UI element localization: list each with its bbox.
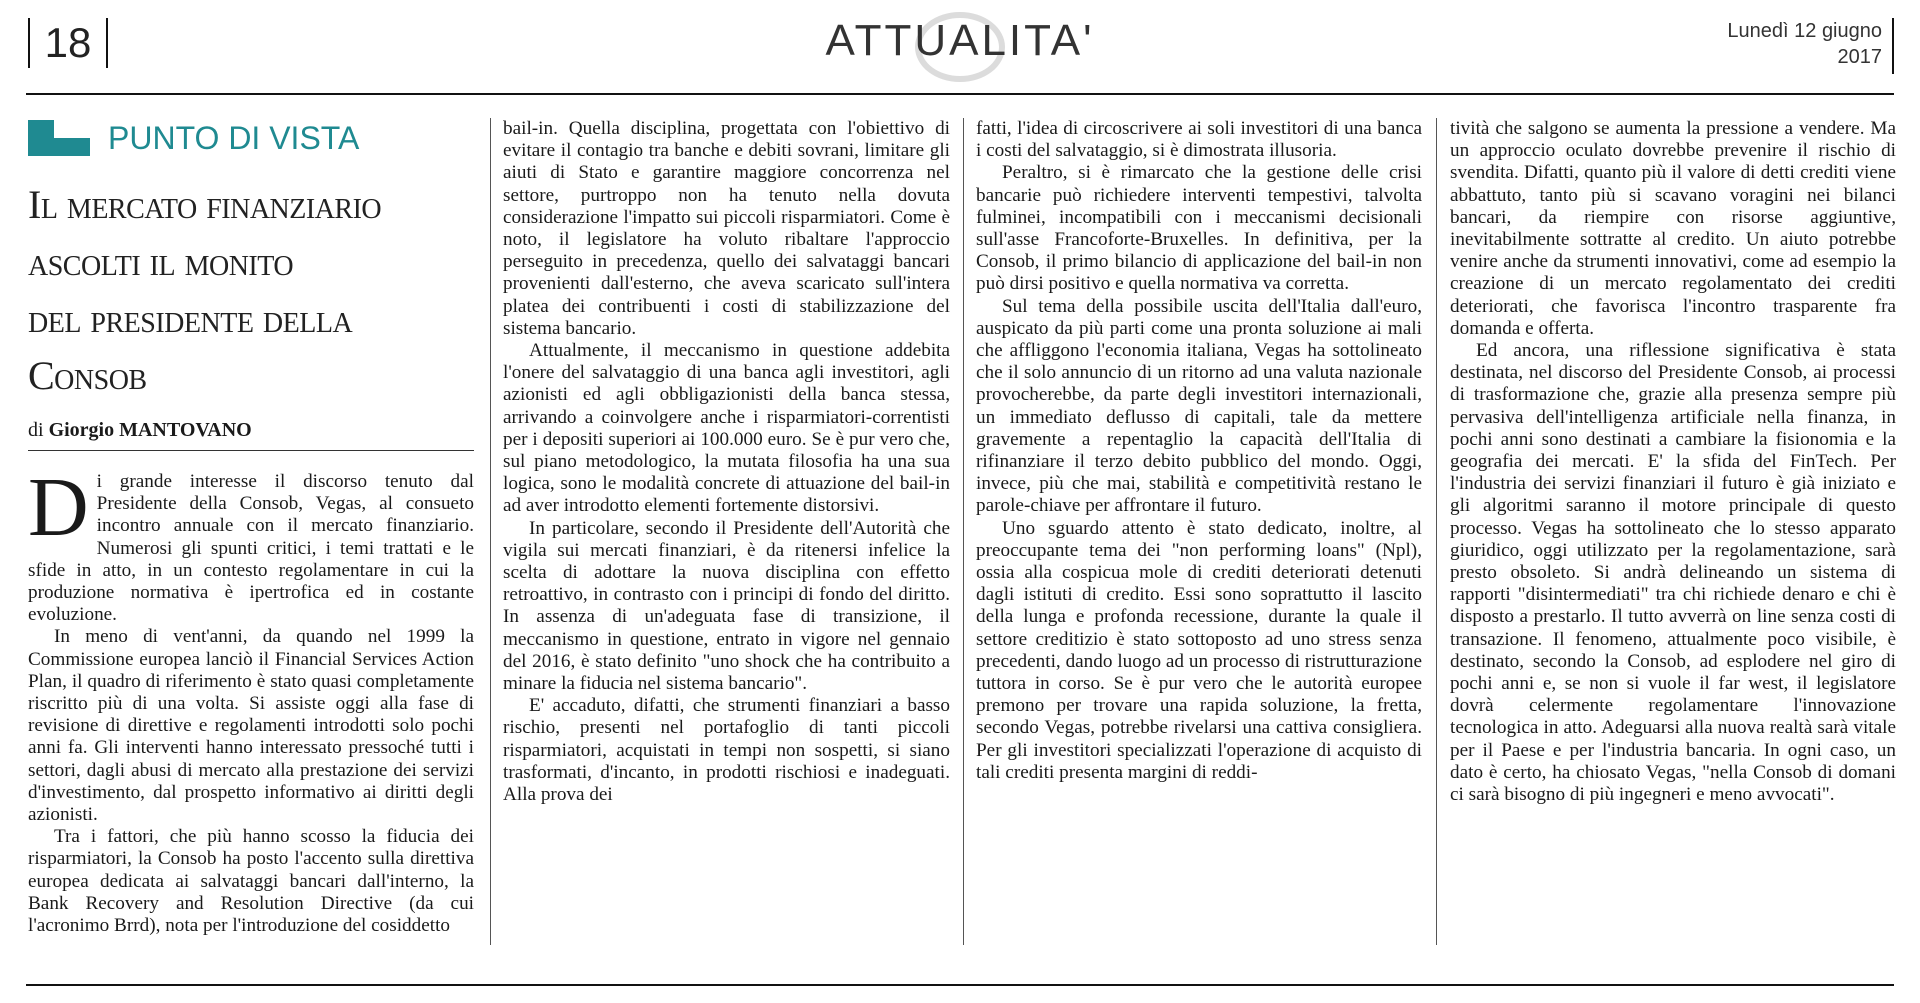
issue-date — [1662, 18, 1882, 70]
byline-prefix: di — [28, 419, 44, 441]
article-column-4 — [1450, 118, 1896, 943]
issue-date-day: Lunedì 12 giugno — [1727, 20, 1882, 42]
paragraph: E' accaduto, difatti, che strumenti finanziari a basso rischio, presenti nel portafoglio di tanti piccoli risparmiatori, acquistati in tempi non sospetti, si siano trasformati, d'incanto, in prodotti rischiosi e inadeguati. Alla prova dei — [503, 695, 950, 806]
paragraph: Ed ancora, una riflessione significativa è stata destinata, nel discorso del Presidente Consob, ai processi di trasformazione che, grazie alla presenza sempre più pervasiva dell'intelligenza artificiale nella finanza, in pochi anni sono destinati a cambiare la fisionomia e la geografia dei mercati. E' la sfida del FinTech. Per l'industria dei servizi finanziari il futuro è già iniziato e gli algoritmi saranno il motore principale di questo processo. Vegas ha sottolineato che lo stesso apparato giuridico, oggi utilizzato per la regolamentazione, sarà presto obsoleto. Si andrà delineando un sistema di rapporti "disintermediati" tra chi richiede denaro e chi è disposto a prestarlo. Il tutto avverrà on line senza costi di transazione. Il fenomeno, attualmente poco visibile, è destinato, secondo la Consob, ad esplodere nel giro di pochi anni e, se non si vuole il far west, il legislatore dovrà celermente regolamentare l'innovazione tecnologica in atto. Adeguarsi alla nuova realtà sarà vitale per il Paese e per l'industria bancaria. In ogni caso, un dato è certo, ha chiosato Vegas, "nella Consob di domani ci sarà bisogno di più ingegneri e meno avvocati". — [1450, 340, 1896, 806]
header-right-divider — [1892, 18, 1894, 74]
section-marker-icon — [28, 120, 90, 156]
header-rule — [26, 93, 1894, 95]
paragraph: tività che salgono se aumenta la pressione a vendere. Ma un approccio oculato dovrebbe prevenire il rischio di svendita. Difatti, quanto più il valore di detti crediti viene abbattuto, tanto più si scavano voragini nei bilanci bancari, da riempire con risorse aggiuntive, inevitabilmente sottratte al credito. Un aiuto potrebbe venire anche da strumenti innovativi, come ad esempio la creazione di un mercato regolamentato dei crediti deteriorati, che favorisca l'incontro trasparente fra domanda e offerta. — [1450, 118, 1896, 339]
footer-rule — [26, 984, 1894, 986]
paragraph — [28, 461, 474, 626]
byline-author: Giorgio MANTOVANO — [48, 419, 252, 441]
headline-line-2: ascolti il monito — [28, 239, 294, 284]
paragraph: In particolare, secondo il Presidente dell'Autorità che vigila sui mercati finanziari, è da ritenersi infelice la scelta di adottare la nuova disciplina con effetto retroattivo, in contrasto con i principi di fondo del diritto. In assenza di un'adeguata fase di transizione, il meccanismo in questione, entrato in vigore nel gennaio del 2016, è stato definito "uno shock che ha contribuito a minare la fiducia nel sistema bancario". — [503, 517, 950, 695]
paragraph: fatti, l'idea di circoscrivere ai soli investitori di una banca i costi del salvataggio, si è dimostrata illusoria. — [976, 118, 1422, 162]
column-separator — [1436, 118, 1437, 945]
article-column-3 — [976, 118, 1422, 943]
section-label-row — [28, 118, 474, 158]
headline-line-3: del presidente della Consob — [28, 296, 353, 398]
section-title — [700, 16, 1220, 72]
paragraph: Uno sguardo attento è stato dedicato, inoltre, al preoccupante tema dei "non performing loans" (Npl), ossia alla cospicua mole di crediti deteriorati detenuti dagli istituti di credito. Essi sono soprattutto il lascito della lunga e profonda recessione, durante la quale il settore creditizio è stato sottoposto ad uno stress senza precedenti, dando luogo ad un processo di ristrutturazione tuttora in corso. Se è pur vero che le autorità europee premono per trovare una rapida soluzione, la fretta, secondo Vegas, potrebbe rivelarsi una cattiva consigliera. Per gli investitori specializzati l'operazione di acquisto di tali crediti presenta margini di reddi- — [976, 517, 1422, 783]
issue-date-year: 2017 — [1837, 46, 1882, 68]
drop-cap: D — [28, 461, 89, 554]
page-number: 18 — [28, 18, 108, 68]
paragraph: Peraltro, si è rimarcato che la gestione delle crisi bancarie può richiedere interventi tempestivi, talvolta fulminei, incompatibili con i meccanismi decisionali sull'asse Francoforte-Bruxelles. In definitiva, per la Consob, il primo bilancio di applicazione del bail-in non può dirsi positivo e quella normativa va corretta. — [976, 162, 1422, 295]
paragraph-text: i grande interesse il discorso tenuto dal Presidente della Consob, Vegas, al consueto incontro annuale con il mercato finanziario. Numerosi gli spunti critici, i temi trattati e le sfide in atto, in un contesto regolamentare in cui la produzione normativa è ipertrofica ed in costante evoluzione. — [28, 471, 474, 626]
paragraph: Attualmente, il meccanismo in questione addebita l'onere del salvataggio di una banca agli investitori, agli azionisti ed agli obbligazionisti della banca stessa, arrivando a coinvolgere anche i risparmiatori-correntisti per i depositi superiori ai 100.000 euro. Se è pur vero che, sul piano metodologico, la mutata filosofia ha una sua logica, sono le modalità concrete di attuazione del bail-in ad aver introdotto elementi fortemente distorsivi. — [503, 340, 950, 517]
article-headline — [28, 176, 474, 404]
paragraph: In meno di vent'anni, da quando nel 1999 la Commissione europea lanciò il Financial Services Action Plan, il quadro di riferimento è stato quasi completamente riscritto più di una volta. Si assiste oggi alla fase di revisione di direttive e regolamenti introdotti solo pochi anni fa. Gli interventi hanno interessato pressoché tutti i settori, dagli abusi di mercato alla prestazione dei servizi d'investimento, dal prospetto informativo ai diritti degli azionisti. — [28, 626, 474, 826]
column-separator — [963, 118, 964, 945]
paragraph: Tra i fattori, che più hanno scosso la fiducia dei risparmiatori, la Consob ha posto l'accento sulla direttiva europea dedicata ai salvataggi bancari dall'interno, la Bank Recovery and Resolution Directive (da cui l'acronimo Brrd), nota per l'introduzione del cosiddetto — [28, 826, 474, 937]
section-title-text: ATTUALITA' — [825, 16, 1095, 65]
article-column-1 — [28, 118, 474, 943]
paragraph: bail-in. Quella disciplina, progettata con l'obiettivo di evitare il contagio tra banche e debiti sovrani, limitare gli aiuti di Stato e garantire maggiore concorrenza nel settore, purtroppo non ha tenuto nella dovuta considerazione l'impatto sui piccoli risparmiatori. Come è noto, il legislatore ha voluto ribaltare l'approccio perseguito in precedenza, quello dei salvataggi bancari provenienti dall'esterno, che aveva scaricato sull'intera platea dei contribuenti i costi di stabilizzazione del sistema bancario. — [503, 118, 950, 339]
byline — [28, 418, 474, 451]
section-label: PUNTO DI VISTA — [108, 119, 360, 156]
paragraph: Sul tema della possibile uscita dell'Italia dall'euro, auspicato da più parti come una pronta soluzione ai mali che affliggono l'economia italiana, Vegas ha sottolineato che il solo annuncio di un ritorno ad una valuta nazionale provocherebbe, da parte degli investitori internazionali, un immediato deflusso di capitali, tale da mettere gravemente a repentaglio la capacità dell'Italia di rifinanziare il terzo debito pubblico del mondo. Oggi, invece, più che mai, stabilità e competitività restano le parole-chiave per affrontare il futuro. — [976, 295, 1422, 517]
article-column-2 — [503, 118, 950, 943]
headline-line-1: Il mercato finanziario — [28, 182, 382, 227]
article-body-start — [28, 461, 474, 937]
column-separator — [490, 118, 491, 945]
